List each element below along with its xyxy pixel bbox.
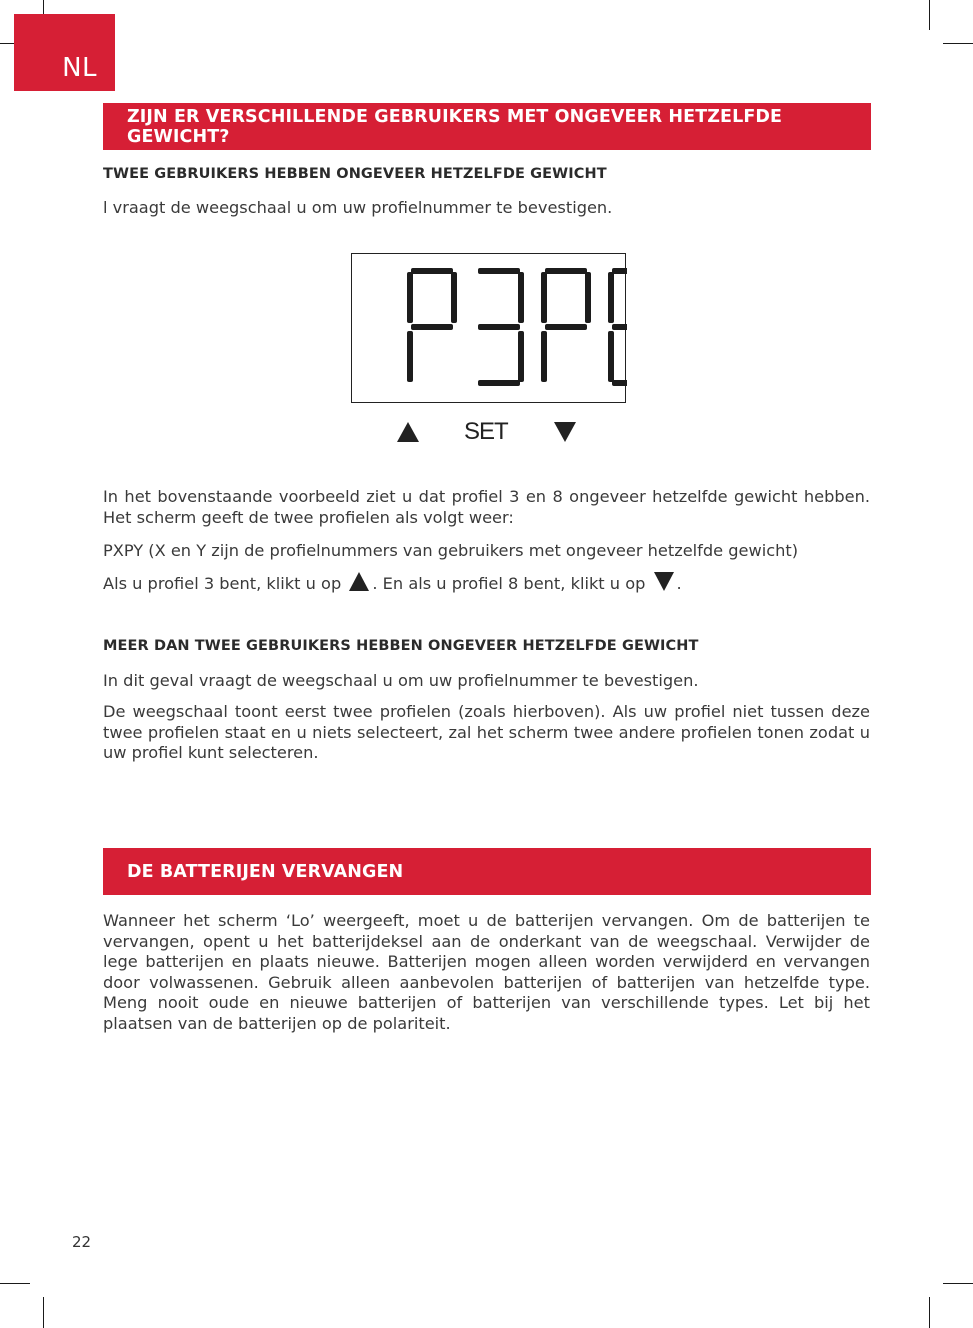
lcd-segment-b <box>585 272 591 323</box>
triangle-up-icon <box>349 572 369 591</box>
more-users-paragraph-1: In dit geval vraagt de weegschaal u om uw profielnummer te bevestigen. <box>103 671 699 690</box>
lcd-segment-f <box>608 272 614 323</box>
language-code: NL <box>62 53 97 83</box>
crop-mark <box>0 1283 30 1284</box>
section-banner-profiles <box>103 103 871 150</box>
lcd-segment-b <box>451 272 457 323</box>
lcd-segment-a <box>411 268 453 274</box>
lcd-segment-g <box>545 324 587 330</box>
crop-mark <box>43 1297 44 1328</box>
lcd-display <box>351 253 626 403</box>
lcd-segment-e <box>541 331 547 382</box>
lcd-segment-b <box>518 272 524 323</box>
section-banner-title: ZIJN ER VERSCHILLENDE GEBRUIKERS MET ONGEVEER HETZELFDE GEWICHT? <box>127 106 783 147</box>
more-users-paragraph-2: De weegschaal toont eerst twee profielen (zoals hierboven). Als uw profiel niet tussen deze twee profielen staat en u niets selecteert, zal het scherm twee andere profielen tonen zodat u uw profiel kunt selecteren. <box>103 702 870 762</box>
crop-mark <box>943 43 973 44</box>
lcd-segment-a <box>478 268 520 274</box>
batteries-paragraph: Wanneer het scherm ‘Lo’ weergeeft, moet u de batterijen vervangen. Om de batterijen te vervangen, opent u het batterijdeksel aan de onderkant van de weegschaal. Verwijder de lege batterijen en plaats nieuwe. Batterijen mogen alleen worden verwijderd en vervangen door volwassenen. Gebruik alleen aanbevolen batterijen of batterijen van hetzelfde type. Meng nooit oude en nieuwe batterijen of batterijen van verschillende types. Let bij het plaatsen van de batterijen op de polariteit. <box>103 911 870 1033</box>
subheading-two-users: TWEE GEBRUIKERS HEBBEN ONGEVEER HETZELFDE GEWICHT <box>103 166 607 182</box>
lcd-segment-a <box>612 268 627 274</box>
lcd-segment-d <box>612 380 627 386</box>
selection-text-3: . <box>676 574 682 593</box>
crop-mark <box>929 1297 930 1328</box>
example-paragraph: In het bovenstaande voorbeeld ziet u dat profiel 3 en 8 ongeveer hetzelfde gewicht hebben. Het scherm geeft de twee profielen als volgt weer: <box>103 487 870 527</box>
lcd-segment-f <box>407 272 413 323</box>
lcd-segment-d <box>478 380 520 386</box>
section-banner-batteries <box>103 848 871 895</box>
subheading-more-users: MEER DAN TWEE GEBRUIKERS HEBBEN ONGEVEER HETZELFDE GEWICHT <box>103 638 699 654</box>
selection-text-1: Als u profiel 3 bent, klikt u op <box>103 574 342 593</box>
lcd-segment-g <box>411 324 453 330</box>
scale-buttons <box>395 418 585 448</box>
triangle-up-icon[interactable] <box>397 422 419 442</box>
triangle-down-icon[interactable] <box>554 422 576 442</box>
selection-text-2: . En als u profiel 8 bent, klikt u op <box>372 574 646 593</box>
lcd-segment-g <box>478 324 520 330</box>
section-banner-title: DE BATTERIJEN VERVANGEN <box>127 861 404 882</box>
lcd-segment-g <box>612 324 627 330</box>
set-button-label[interactable]: SET <box>464 418 508 445</box>
triangle-down-icon <box>654 572 674 591</box>
lcd-segment-a <box>545 268 587 274</box>
lcd-segment-c <box>518 331 524 382</box>
crop-mark <box>929 0 930 30</box>
lcd-segment-e <box>608 331 614 382</box>
crop-mark <box>943 1283 973 1284</box>
selection-paragraph <box>103 572 870 595</box>
pxpy-paragraph: PXPY (X en Y zijn de profielnummers van gebruikers met ongeveer hetzelfde gewicht) <box>103 541 799 560</box>
page-number: 22 <box>72 1233 92 1251</box>
lcd-digits <box>352 254 627 404</box>
lcd-segment-f <box>541 272 547 323</box>
intro-paragraph: l vraagt de weegschaal u om uw profielnummer te bevestigen. <box>103 198 613 217</box>
lcd-segment-e <box>407 331 413 382</box>
language-tab <box>14 14 115 91</box>
